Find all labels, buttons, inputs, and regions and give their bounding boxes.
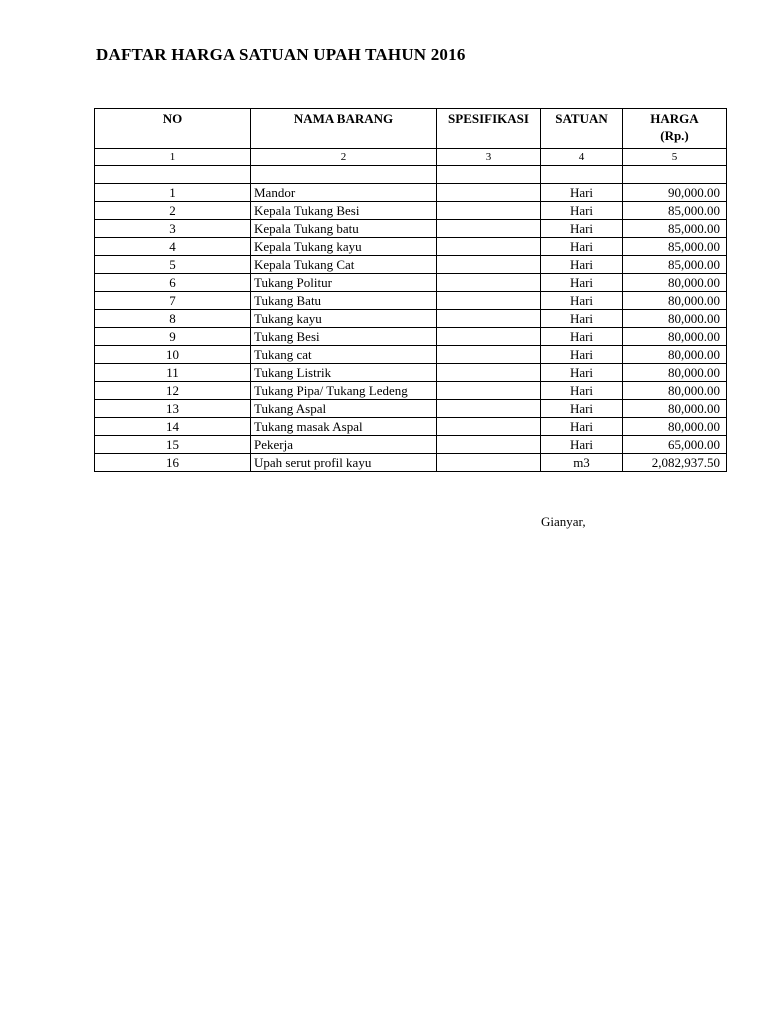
cell-satuan: Hari	[541, 184, 623, 202]
cell-harga: 85,000.00	[623, 202, 727, 220]
table-row	[95, 256, 727, 274]
blank-cell	[95, 166, 251, 184]
cell-no: 14	[95, 418, 251, 436]
cell-satuan: Hari	[541, 328, 623, 346]
blank-cell	[251, 166, 437, 184]
table-row	[95, 310, 727, 328]
cell-harga: 80,000.00	[623, 292, 727, 310]
table-row	[95, 238, 727, 256]
header-spesifikasi: SPESIFIKASI	[437, 109, 541, 149]
table-row	[95, 382, 727, 400]
header-no: NO	[95, 109, 251, 149]
cell-satuan: Hari	[541, 310, 623, 328]
cell-harga: 80,000.00	[623, 274, 727, 292]
table-row	[95, 346, 727, 364]
table-row	[95, 400, 727, 418]
cell-spesifikasi	[437, 346, 541, 364]
cell-harga: 80,000.00	[623, 328, 727, 346]
cell-nama-barang: Tukang Listrik	[251, 364, 437, 382]
cell-spesifikasi	[437, 256, 541, 274]
cell-satuan: Hari	[541, 346, 623, 364]
cell-no: 4	[95, 238, 251, 256]
cell-nama-barang: Kepala Tukang Cat	[251, 256, 437, 274]
blank-row	[95, 166, 727, 184]
cell-nama-barang: Tukang cat	[251, 346, 437, 364]
column-number: 4	[541, 149, 623, 166]
cell-spesifikasi	[437, 400, 541, 418]
cell-spesifikasi	[437, 328, 541, 346]
table-row	[95, 364, 727, 382]
cell-no: 9	[95, 328, 251, 346]
cell-spesifikasi	[437, 292, 541, 310]
cell-spesifikasi	[437, 454, 541, 472]
table-row	[95, 220, 727, 238]
column-number-row	[95, 149, 727, 166]
price-table	[94, 108, 727, 472]
cell-satuan: Hari	[541, 400, 623, 418]
cell-harga: 90,000.00	[623, 184, 727, 202]
table-row	[95, 202, 727, 220]
cell-no: 6	[95, 274, 251, 292]
cell-satuan: Hari	[541, 382, 623, 400]
table-row	[95, 274, 727, 292]
cell-nama-barang: Kepala Tukang Besi	[251, 202, 437, 220]
table-body	[95, 184, 727, 472]
cell-nama-barang: Tukang kayu	[251, 310, 437, 328]
cell-satuan: Hari	[541, 256, 623, 274]
cell-satuan: m3	[541, 454, 623, 472]
cell-nama-barang: Mandor	[251, 184, 437, 202]
cell-harga: 65,000.00	[623, 436, 727, 454]
cell-no: 10	[95, 346, 251, 364]
cell-spesifikasi	[437, 202, 541, 220]
cell-harga: 80,000.00	[623, 418, 727, 436]
cell-no: 12	[95, 382, 251, 400]
cell-satuan: Hari	[541, 436, 623, 454]
cell-no: 5	[95, 256, 251, 274]
cell-no: 1	[95, 184, 251, 202]
cell-nama-barang: Tukang Pipa/ Tukang Ledeng	[251, 382, 437, 400]
table-row	[95, 436, 727, 454]
cell-harga: 80,000.00	[623, 382, 727, 400]
blank-cell	[623, 166, 727, 184]
place-label: Gianyar,	[541, 514, 586, 529]
cell-no: 3	[95, 220, 251, 238]
header-harga-unit: (Rp.)	[660, 128, 689, 143]
table-row	[95, 454, 727, 472]
cell-nama-barang: Tukang Besi	[251, 328, 437, 346]
cell-harga: 85,000.00	[623, 256, 727, 274]
column-number: 1	[95, 149, 251, 166]
header-nama-barang: NAMA BARANG	[251, 109, 437, 149]
cell-spesifikasi	[437, 364, 541, 382]
cell-nama-barang: Upah serut profil kayu	[251, 454, 437, 472]
cell-nama-barang: Kepala Tukang batu	[251, 220, 437, 238]
cell-nama-barang: Tukang Politur	[251, 274, 437, 292]
cell-satuan: Hari	[541, 202, 623, 220]
cell-satuan: Hari	[541, 274, 623, 292]
cell-nama-barang: Tukang Aspal	[251, 400, 437, 418]
blank-cell	[437, 166, 541, 184]
cell-no: 11	[95, 364, 251, 382]
cell-satuan: Hari	[541, 292, 623, 310]
cell-no: 2	[95, 202, 251, 220]
cell-spesifikasi	[437, 382, 541, 400]
blank-cell	[541, 166, 623, 184]
cell-harga: 80,000.00	[623, 310, 727, 328]
cell-no: 15	[95, 436, 251, 454]
cell-nama-barang: Pekerja	[251, 436, 437, 454]
cell-harga: 2,082,937.50	[623, 454, 727, 472]
column-number: 3	[437, 149, 541, 166]
cell-harga: 85,000.00	[623, 238, 727, 256]
table-row	[95, 184, 727, 202]
header-harga	[623, 109, 727, 149]
cell-harga: 80,000.00	[623, 364, 727, 382]
cell-spesifikasi	[437, 310, 541, 328]
column-number: 5	[623, 149, 727, 166]
cell-nama-barang: Kepala Tukang kayu	[251, 238, 437, 256]
header-harga-label: HARGA	[650, 111, 699, 126]
table-row	[95, 328, 727, 346]
cell-nama-barang: Tukang Batu	[251, 292, 437, 310]
cell-spesifikasi	[437, 436, 541, 454]
cell-spesifikasi	[437, 238, 541, 256]
cell-spesifikasi	[437, 220, 541, 238]
cell-nama-barang: Tukang masak Aspal	[251, 418, 437, 436]
column-number: 2	[251, 149, 437, 166]
header-satuan: SATUAN	[541, 109, 623, 149]
cell-no: 8	[95, 310, 251, 328]
cell-satuan: Hari	[541, 238, 623, 256]
table-header-row	[95, 109, 727, 149]
table-row	[95, 292, 727, 310]
cell-spesifikasi	[437, 418, 541, 436]
table-row	[95, 418, 727, 436]
cell-harga: 80,000.00	[623, 400, 727, 418]
document-title: DAFTAR HARGA SATUAN UPAH TAHUN 2016	[96, 45, 466, 64]
cell-satuan: Hari	[541, 220, 623, 238]
cell-spesifikasi	[437, 274, 541, 292]
cell-no: 16	[95, 454, 251, 472]
cell-harga: 80,000.00	[623, 346, 727, 364]
cell-no: 13	[95, 400, 251, 418]
cell-harga: 85,000.00	[623, 220, 727, 238]
cell-no: 7	[95, 292, 251, 310]
cell-satuan: Hari	[541, 418, 623, 436]
cell-spesifikasi	[437, 184, 541, 202]
cell-satuan: Hari	[541, 364, 623, 382]
